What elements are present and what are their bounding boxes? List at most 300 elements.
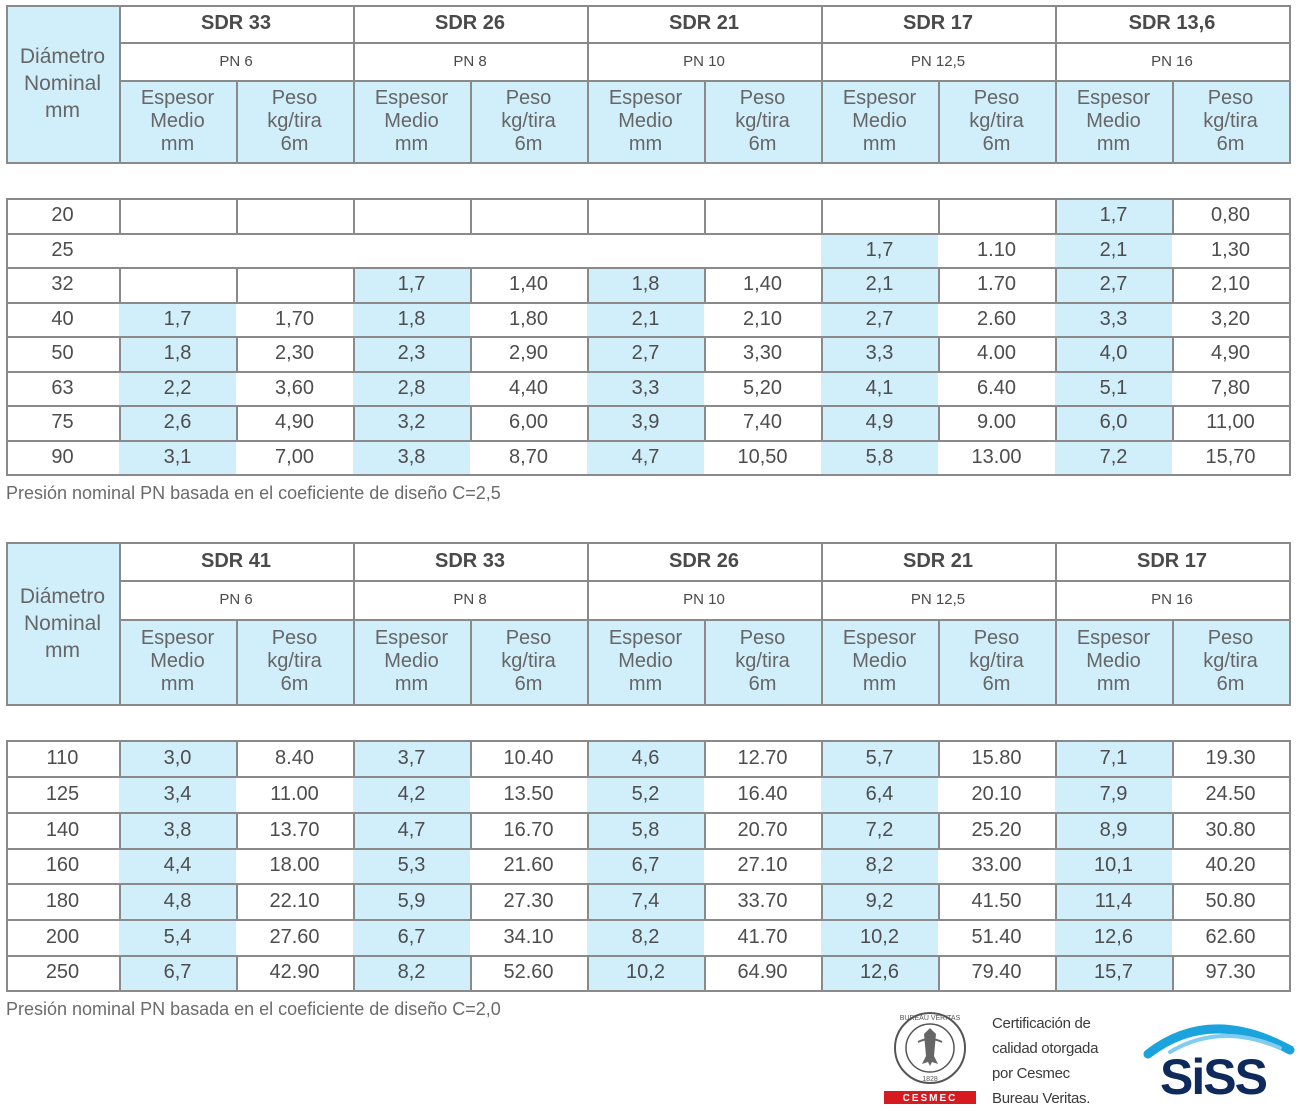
espesor-header-line: Espesor (374, 627, 449, 649)
grid-vline (704, 336, 706, 373)
peso-cell (470, 233, 587, 267)
peso-cell (704, 233, 821, 267)
peso-header-line: kg/tira (1203, 650, 1258, 672)
grid-vline (236, 740, 238, 778)
espesor-cell: 11,4 (1055, 883, 1172, 919)
espesor-header (1055, 619, 1172, 704)
diameter-cell: 63 (51, 376, 74, 399)
grid-vline (1289, 233, 1291, 269)
grid-vline (6, 267, 8, 304)
espesor-cell: 3,8 (119, 812, 236, 848)
sdr-header: SDR 41 (200, 549, 272, 572)
grid-vline (587, 542, 589, 706)
diameter-cell: 25 (51, 238, 74, 261)
espesor-header-line: Medio (852, 650, 907, 672)
peso-cell: 42.90 (269, 961, 320, 983)
espesor-header (587, 619, 704, 704)
grid-vline (938, 336, 940, 373)
grid-vline (587, 267, 589, 304)
grid-vline (353, 955, 355, 992)
espesor-cell: 2,7 (1055, 267, 1172, 302)
peso-cell: 27.30 (503, 889, 554, 912)
grid-vline (587, 740, 589, 778)
peso-header (704, 619, 821, 704)
grid-vline (1289, 198, 1291, 235)
peso-cell: 4,40 (509, 376, 548, 399)
espesor-cell: 5,7 (821, 740, 938, 776)
espesor-header-line: Espesor (842, 86, 917, 109)
peso-header (236, 619, 353, 704)
espesor-header-line: Medio (618, 650, 673, 672)
peso-header-line: Peso (1207, 627, 1254, 649)
espesor-header-line: Espesor (1076, 627, 1151, 649)
peso-header-line: 6m (514, 132, 543, 155)
grid-vline (236, 80, 238, 164)
grid-vline (470, 619, 472, 706)
svg-text:1828: 1828 (922, 1076, 938, 1083)
grid-vline (704, 619, 706, 706)
peso-cell: 33.00 (971, 854, 1022, 876)
peso-cell: 12.70 (737, 746, 788, 769)
peso-cell: 5,20 (743, 376, 782, 399)
grid-hline (119, 42, 1291, 44)
grid-vline (353, 267, 355, 304)
espesor-cell (821, 198, 938, 233)
certification-text (992, 1011, 1132, 1111)
peso-cell (470, 198, 587, 233)
cert-line: calidad otorgada (992, 1040, 1099, 1057)
sdr-header: SDR 17 (902, 12, 974, 34)
diameter-cell: 160 (45, 854, 80, 876)
espesor-cell: 9,2 (821, 883, 938, 919)
espesor-cell: 2,7 (587, 336, 704, 371)
grid-vline (1055, 542, 1057, 706)
grid-vline (6, 5, 8, 164)
pn-header: PN 12,5 (910, 591, 966, 608)
espesor-cell: 1,8 (353, 302, 470, 336)
espesor-cell: 7,4 (587, 883, 704, 919)
peso-cell: 2,90 (509, 342, 548, 364)
grid-vline (587, 405, 589, 442)
peso-header-line: Peso (739, 627, 786, 649)
grid-vline (821, 740, 823, 778)
peso-header-line: kg/tira (1203, 109, 1258, 132)
grid-vline (470, 883, 472, 921)
espesor-cell: 2,1 (587, 302, 704, 336)
grid-vline (1172, 883, 1174, 921)
grid-vline (1172, 267, 1174, 304)
espesor-cell: 3,8 (353, 440, 470, 474)
grid-hline (6, 848, 1291, 850)
peso-cell: 10.40 (503, 746, 554, 769)
grid-hline (6, 198, 1291, 200)
espesor-header-line: mm (160, 673, 195, 695)
diameter-cell: 20 (51, 204, 74, 226)
peso-cell: 19.30 (1205, 746, 1256, 769)
espesor-cell: 1,8 (119, 336, 236, 371)
grid-vline (704, 198, 706, 235)
sdr-header: SDR 26 (668, 549, 740, 572)
espesor-header (821, 619, 938, 704)
peso-cell: 1.10 (977, 238, 1016, 261)
grid-vline (119, 405, 121, 442)
grid-vline (1055, 267, 1057, 304)
grid-vline (6, 812, 8, 850)
sdr-header: SDR 17 (1136, 549, 1208, 572)
diameter-header (6, 5, 119, 162)
espesor-header (119, 619, 236, 704)
grid-hline (6, 704, 1291, 706)
grid-vline (6, 740, 8, 778)
grid-vline (119, 740, 121, 778)
grid-vline (6, 542, 8, 706)
grid-vline (353, 336, 355, 373)
espesor-header (353, 80, 470, 162)
grid-vline (704, 955, 706, 992)
peso-cell: 8.40 (275, 746, 314, 769)
espesor-header-line: Medio (618, 109, 673, 132)
grid-hline (6, 302, 1291, 304)
grid-vline (119, 336, 121, 373)
pn-header: PN 10 (683, 591, 725, 608)
grid-vline (821, 336, 823, 373)
grid-vline (236, 336, 238, 373)
peso-header-line: kg/tira (267, 650, 322, 672)
grid-vline (938, 812, 940, 850)
grid-vline (1289, 336, 1291, 373)
pn-header: PN 6 (219, 591, 253, 608)
espesor-cell: 3,2 (353, 405, 470, 440)
grid-vline (236, 405, 238, 442)
grid-vline (353, 883, 355, 921)
espesor-cell: 12,6 (1055, 919, 1172, 955)
diameter-cell: 250 (45, 961, 80, 983)
peso-header-line: Peso (505, 627, 552, 649)
peso-cell: 27.10 (737, 854, 788, 876)
grid-vline (353, 198, 355, 235)
espesor-cell: 5,3 (353, 848, 470, 883)
peso-cell: 13.00 (971, 445, 1022, 468)
grid-vline (470, 80, 472, 164)
bureau-veritas-seal (884, 1006, 976, 1106)
grid-hline (6, 405, 1291, 407)
peso-cell: 50.80 (1205, 889, 1256, 912)
grid-vline (1172, 740, 1174, 778)
grid-vline (6, 883, 8, 921)
espesor-header-line: Espesor (1076, 86, 1151, 109)
grid-vline (470, 267, 472, 304)
grid-vline (6, 302, 8, 338)
grid-vline (587, 5, 589, 164)
espesor-cell: 7,2 (821, 812, 938, 848)
espesor-cell: 6,7 (587, 848, 704, 883)
grid-vline (1289, 405, 1291, 442)
grid-vline (6, 919, 8, 957)
grid-vline (821, 883, 823, 921)
grid-hline (6, 919, 1291, 921)
peso-header (470, 80, 587, 162)
grid-vline (470, 198, 472, 235)
pn-header: PN 8 (453, 52, 487, 70)
espesor-header-line: Espesor (842, 627, 917, 649)
espesor-cell: 2,6 (119, 405, 236, 440)
espesor-cell: 15,7 (1055, 955, 1172, 990)
grid-vline (353, 542, 355, 706)
grid-vline (1172, 955, 1174, 992)
peso-cell: 40.20 (1205, 854, 1256, 876)
grid-vline (704, 405, 706, 442)
peso-header (938, 80, 1055, 162)
espesor-header-line: Espesor (608, 627, 683, 649)
grid-vline (470, 336, 472, 373)
grid-vline (821, 812, 823, 850)
grid-vline (938, 405, 940, 442)
grid-vline (470, 955, 472, 992)
table-note-c20: Presión nominal PN basada en el coeficiente de diseño C=2,0 (6, 999, 501, 1019)
peso-header-line: 6m (748, 673, 777, 695)
espesor-header-line: Espesor (608, 86, 683, 109)
peso-cell: 79.40 (971, 961, 1022, 983)
espesor-header (587, 80, 704, 162)
peso-cell: 33.70 (737, 889, 788, 912)
peso-header (704, 80, 821, 162)
peso-header-line: Peso (271, 86, 318, 109)
grid-vline (1172, 405, 1174, 442)
grid-vline (938, 198, 940, 235)
grid-hline (119, 5, 1291, 7)
grid-vline (1172, 619, 1174, 706)
grid-hline (6, 740, 1291, 742)
peso-header-line: kg/tira (501, 650, 556, 672)
peso-header-line: Peso (739, 86, 786, 109)
espesor-cell: 4,4 (119, 848, 236, 883)
peso-header (1172, 80, 1289, 162)
peso-header-line: Peso (505, 86, 552, 109)
peso-cell: 15.80 (971, 746, 1022, 769)
espesor-cell (587, 198, 704, 233)
sdr-header: SDR 13,6 (1128, 12, 1216, 34)
espesor-cell: 2,1 (821, 267, 938, 302)
grid-vline (470, 740, 472, 778)
espesor-header-line: Medio (1086, 109, 1141, 132)
grid-vline (587, 883, 589, 921)
espesor-cell: 5,9 (353, 883, 470, 919)
grid-vline (119, 5, 121, 164)
grid-hline (6, 267, 1291, 269)
grid-vline (119, 542, 121, 706)
grid-hline (6, 336, 1291, 338)
espesor-cell (119, 233, 236, 267)
peso-cell: 1,30 (1211, 238, 1250, 261)
grid-vline (821, 955, 823, 992)
espesor-header-line: mm (160, 132, 195, 155)
peso-header-line: Peso (271, 627, 318, 649)
peso-cell: 8,70 (509, 445, 548, 468)
grid-hline (6, 233, 1291, 235)
grid-vline (6, 440, 8, 476)
espesor-cell (119, 267, 236, 302)
espesor-header-line: mm (394, 673, 429, 695)
grid-vline (821, 198, 823, 235)
peso-header-line: kg/tira (501, 109, 556, 132)
grid-vline (704, 740, 706, 778)
peso-cell: 27.60 (269, 925, 320, 948)
espesor-cell: 10,1 (1055, 848, 1172, 883)
cert-line: por Cesmec (992, 1065, 1070, 1082)
grid-vline (1055, 955, 1057, 992)
grid-vline (938, 267, 940, 304)
espesor-header-line: mm (394, 132, 429, 155)
peso-cell: 1,40 (743, 273, 782, 295)
espesor-header-line: mm (862, 673, 897, 695)
espesor-cell: 4,7 (587, 440, 704, 474)
grid-vline (236, 812, 238, 850)
grid-vline (1289, 955, 1291, 992)
grid-vline (821, 405, 823, 442)
peso-cell: 62.60 (1205, 925, 1256, 948)
peso-cell: 1,80 (509, 307, 548, 330)
grid-vline (1289, 440, 1291, 476)
peso-header-line: kg/tira (735, 650, 790, 672)
peso-cell: 3,60 (275, 376, 314, 399)
grid-vline (587, 812, 589, 850)
peso-cell: 41.70 (737, 925, 788, 948)
peso-cell: 0,80 (1211, 204, 1250, 226)
espesor-cell: 6,0 (1055, 405, 1172, 440)
diameter-cell: 110 (46, 746, 79, 769)
peso-header-line: 6m (280, 673, 309, 695)
grid-vline (938, 80, 940, 164)
espesor-cell: 1,8 (587, 267, 704, 302)
grid-vline (1289, 267, 1291, 304)
peso-cell: 1,70 (275, 307, 314, 330)
espesor-cell: 7,1 (1055, 740, 1172, 776)
peso-cell: 11.00 (270, 782, 319, 805)
espesor-header-line: Medio (150, 650, 205, 672)
diameter-header-line: Diámetro (19, 584, 106, 608)
diameter-cell: 200 (45, 925, 80, 948)
grid-vline (1289, 740, 1291, 778)
grid-hline (6, 990, 1291, 992)
peso-cell: 97.30 (1205, 961, 1256, 983)
espesor-cell (119, 198, 236, 233)
espesor-cell: 3,3 (821, 336, 938, 371)
grid-hline (6, 542, 119, 544)
grid-vline (236, 883, 238, 921)
cert-line: Certificación de (992, 1015, 1091, 1032)
espesor-cell: 6,7 (353, 919, 470, 955)
sdr-header: SDR 33 (434, 549, 506, 572)
pn-header: PN 8 (453, 591, 487, 608)
grid-vline (1289, 919, 1291, 957)
peso-cell: 3,30 (743, 342, 782, 364)
espesor-cell: 12,6 (821, 955, 938, 990)
espesor-cell: 5,8 (821, 440, 938, 474)
peso-cell (236, 233, 353, 267)
siss-logo (1130, 1014, 1296, 1106)
grid-vline (938, 619, 940, 706)
peso-cell: 15,70 (1205, 445, 1256, 468)
espesor-cell: 2,7 (821, 302, 938, 336)
grid-vline (236, 619, 238, 706)
pn-header: PN 12,5 (910, 52, 966, 70)
espesor-cell: 8,2 (821, 848, 938, 883)
peso-cell (236, 267, 353, 302)
grid-hline (6, 162, 1291, 164)
grid-vline (236, 267, 238, 304)
peso-cell (938, 198, 1055, 233)
grid-vline (1289, 776, 1291, 814)
peso-cell: 6,00 (509, 411, 548, 433)
espesor-header (821, 80, 938, 162)
svg-text:BUREAU VERITAS: BUREAU VERITAS (899, 1015, 961, 1022)
sdr-header: SDR 26 (434, 12, 506, 34)
peso-cell: 2.60 (977, 307, 1016, 330)
grid-hline (119, 580, 1291, 582)
grid-vline (6, 336, 8, 373)
espesor-cell: 3,3 (587, 371, 704, 405)
diameter-header-line: mm (44, 638, 80, 662)
diameter-cell: 125 (45, 782, 80, 805)
espesor-cell: 3,0 (119, 740, 236, 776)
espesor-header-line: mm (1096, 132, 1131, 155)
peso-header-line: 6m (1216, 132, 1245, 155)
peso-header-line: Peso (1207, 86, 1254, 109)
grid-vline (704, 80, 706, 164)
espesor-cell: 5,8 (587, 812, 704, 848)
grid-vline (119, 883, 121, 921)
peso-header-line: kg/tira (267, 109, 322, 132)
peso-cell: 6.40 (977, 376, 1016, 399)
peso-header-line: 6m (982, 673, 1011, 695)
diameter-cell: 90 (51, 445, 74, 468)
espesor-header-line: mm (1096, 673, 1131, 695)
grid-hline (6, 5, 119, 7)
peso-cell (704, 198, 821, 233)
peso-cell: 30.80 (1205, 818, 1256, 841)
grid-vline (6, 955, 8, 992)
peso-cell: 1.70 (977, 273, 1016, 295)
peso-cell: 25.20 (971, 818, 1022, 841)
peso-cell: 22.10 (269, 889, 320, 912)
espesor-header-line: Medio (384, 109, 439, 132)
espesor-header (1055, 80, 1172, 162)
peso-header-line: 6m (1216, 673, 1245, 695)
peso-cell: 13.50 (503, 782, 554, 805)
diameter-header-line: Nominal (23, 611, 101, 635)
grid-vline (1289, 542, 1291, 706)
peso-header (1172, 619, 1289, 704)
peso-cell: 1,40 (509, 273, 548, 295)
grid-vline (587, 955, 589, 992)
grid-vline (1172, 198, 1174, 235)
pn-header: PN 10 (683, 52, 725, 70)
espesor-cell: 8,2 (587, 919, 704, 955)
peso-cell: 16.40 (737, 782, 788, 805)
grid-hline (6, 955, 1291, 957)
espesor-cell: 4,9 (821, 405, 938, 440)
peso-cell: 51.40 (971, 925, 1022, 948)
peso-cell: 21.60 (503, 854, 554, 876)
espesor-cell: 3,7 (353, 740, 470, 776)
espesor-cell: 4,0 (1055, 336, 1172, 371)
cesmec-label: CESMEC (902, 1093, 958, 1104)
peso-header-line: 6m (280, 132, 309, 155)
grid-vline (1289, 883, 1291, 921)
sdr-header: SDR 33 (200, 12, 272, 34)
grid-hline (6, 474, 1291, 476)
grid-hline (6, 371, 1291, 373)
